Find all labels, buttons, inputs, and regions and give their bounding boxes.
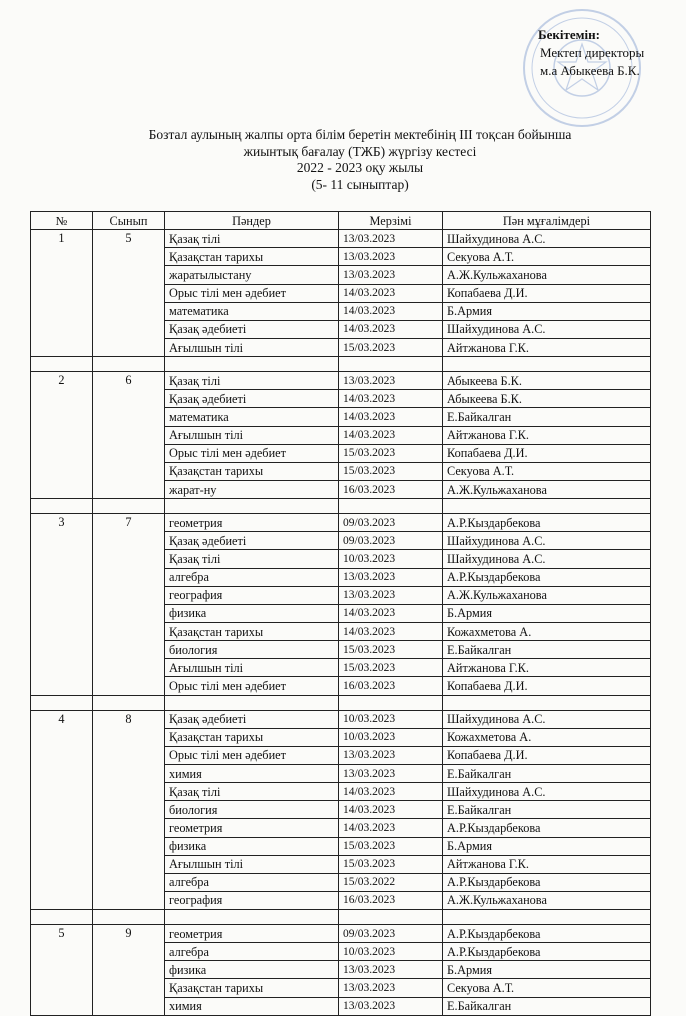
date-cell: 13/03.2023 <box>339 372 443 390</box>
teacher-cell: Шайхудинова А.С. <box>443 230 651 248</box>
date-cell: 15/03.2023 <box>339 444 443 462</box>
grade-cell: 8 <box>93 710 165 910</box>
date-cell: 15/03.2023 <box>339 462 443 480</box>
teacher-cell: А.Ж.Кульжаханова <box>443 266 651 284</box>
teacher-cell: А.Ж.Кульжаханова <box>443 480 651 498</box>
subject-cell: биология <box>165 801 339 819</box>
date-cell: 16/03.2023 <box>339 480 443 498</box>
subject-cell: Қазақстан тарихы <box>165 728 339 746</box>
header-date: Мерзімі <box>339 212 443 230</box>
date-cell: 14/03.2023 <box>339 622 443 640</box>
teacher-cell: Секуова А.Т. <box>443 979 651 997</box>
subject-cell: Қазақ тілі <box>165 230 339 248</box>
teacher-cell: Е.Байкалган <box>443 641 651 659</box>
teacher-cell: Е.Байкалган <box>443 764 651 782</box>
subject-cell: химия <box>165 764 339 782</box>
date-cell: 10/03.2023 <box>339 943 443 961</box>
date-cell: 09/03.2023 <box>339 514 443 532</box>
date-cell: 10/03.2023 <box>339 550 443 568</box>
teacher-cell: Шайхудинова А.С. <box>443 710 651 728</box>
subject-cell: жаратылыстану <box>165 266 339 284</box>
row-number: 1 <box>31 230 93 357</box>
subject-cell: география <box>165 586 339 604</box>
date-cell: 15/03.2023 <box>339 641 443 659</box>
subject-cell: алгебра <box>165 943 339 961</box>
date-cell: 14/03.2023 <box>339 604 443 622</box>
subject-cell: Қазақ тілі <box>165 783 339 801</box>
teacher-cell: Е.Байкалган <box>443 408 651 426</box>
empty-cell <box>443 357 651 372</box>
subject-cell: математика <box>165 302 339 320</box>
date-cell: 16/03.2023 <box>339 891 443 909</box>
separator-row <box>31 499 651 514</box>
teacher-cell: Копабаева Д.И. <box>443 284 651 302</box>
date-cell: 14/03.2023 <box>339 390 443 408</box>
date-cell: 14/03.2023 <box>339 819 443 837</box>
subject-cell: математика <box>165 408 339 426</box>
empty-cell <box>93 499 165 514</box>
table-row <box>31 925 651 943</box>
subject-cell: геометрия <box>165 819 339 837</box>
table-row <box>31 230 651 248</box>
empty-cell <box>165 357 339 372</box>
header-row <box>31 212 651 230</box>
subject-cell: Орыс тілі мен әдебиет <box>165 746 339 764</box>
teacher-cell: Копабаева Д.И. <box>443 677 651 695</box>
subject-cell: Орыс тілі мен әдебиет <box>165 677 339 695</box>
teacher-cell: Айтжанова Г.К. <box>443 855 651 873</box>
subject-cell: физика <box>165 961 339 979</box>
teacher-cell: А.Р.Кыздарбекова <box>443 943 651 961</box>
date-cell: 14/03.2023 <box>339 284 443 302</box>
empty-cell <box>93 357 165 372</box>
teacher-cell: Кожахметова А. <box>443 728 651 746</box>
row-number: 2 <box>31 372 93 499</box>
teacher-cell: Копабаева Д.И. <box>443 444 651 462</box>
empty-cell <box>165 499 339 514</box>
teacher-cell: Айтжанова Г.К. <box>443 338 651 356</box>
teacher-cell: Айтжанова Г.К. <box>443 659 651 677</box>
subject-cell: физика <box>165 604 339 622</box>
document-title <box>110 127 610 193</box>
teacher-cell: Абыкеева Б.К. <box>443 390 651 408</box>
teacher-cell: Абыкеева Б.К. <box>443 372 651 390</box>
teacher-cell: А.Р.Кыздарбекова <box>443 873 651 891</box>
subject-cell: Ағылшын тілі <box>165 659 339 677</box>
date-cell: 14/03.2023 <box>339 426 443 444</box>
empty-cell <box>31 357 93 372</box>
header-subjects: Пәндер <box>165 212 339 230</box>
teacher-cell: Кожахметова А. <box>443 622 651 640</box>
teacher-cell: Шайхудинова А.С. <box>443 550 651 568</box>
teacher-cell: А.Р.Кыздарбекова <box>443 568 651 586</box>
teacher-cell: Айтжанова Г.К. <box>443 426 651 444</box>
teacher-cell: Б.Армия <box>443 604 651 622</box>
date-cell: 15/03.2023 <box>339 855 443 873</box>
subject-cell: Орыс тілі мен әдебиет <box>165 284 339 302</box>
date-cell: 09/03.2023 <box>339 532 443 550</box>
teacher-cell: А.Ж.Кульжаханова <box>443 891 651 909</box>
date-cell: 14/03.2023 <box>339 783 443 801</box>
date-cell: 13/03.2023 <box>339 586 443 604</box>
teacher-cell: А.Ж.Кульжаханова <box>443 586 651 604</box>
row-number: 4 <box>31 710 93 910</box>
title-line: (5- 11 сыныптар) <box>311 176 409 192</box>
date-cell: 13/03.2023 <box>339 568 443 586</box>
date-cell: 13/03.2023 <box>339 230 443 248</box>
table-row <box>31 372 651 390</box>
teacher-cell: Секуова А.Т. <box>443 462 651 480</box>
subject-cell: география <box>165 891 339 909</box>
empty-cell <box>31 695 93 710</box>
empty-cell <box>165 910 339 925</box>
empty-cell <box>165 695 339 710</box>
approval-line: Бекітемін: <box>538 27 600 42</box>
grade-cell: 6 <box>93 372 165 499</box>
empty-cell <box>339 910 443 925</box>
teacher-cell: А.Р.Кыздарбекова <box>443 514 651 532</box>
subject-cell: Қазақстан тарихы <box>165 979 339 997</box>
date-cell: 15/03.2023 <box>339 659 443 677</box>
date-cell: 14/03.2023 <box>339 408 443 426</box>
teacher-cell: Б.Армия <box>443 837 651 855</box>
header-grade: Сынып <box>93 212 165 230</box>
teacher-cell: А.Р.Кыздарбекова <box>443 819 651 837</box>
separator-row <box>31 910 651 925</box>
empty-cell <box>339 499 443 514</box>
subject-cell: алгебра <box>165 568 339 586</box>
date-cell: 16/03.2023 <box>339 677 443 695</box>
subject-cell: Ағылшын тілі <box>165 338 339 356</box>
empty-cell <box>31 499 93 514</box>
teacher-cell: Копабаева Д.И. <box>443 746 651 764</box>
header-no: № <box>31 212 93 230</box>
empty-cell <box>443 499 651 514</box>
header-teachers: Пән мұғалімдері <box>443 212 651 230</box>
date-cell: 13/03.2023 <box>339 746 443 764</box>
grade-cell: 5 <box>93 230 165 357</box>
empty-cell <box>443 695 651 710</box>
date-cell: 13/03.2023 <box>339 997 443 1015</box>
date-cell: 14/03.2023 <box>339 320 443 338</box>
subject-cell: Қазақстан тарихы <box>165 622 339 640</box>
date-cell: 13/03.2023 <box>339 266 443 284</box>
teacher-cell: Шайхудинова А.С. <box>443 320 651 338</box>
teacher-cell: Шайхудинова А.С. <box>443 783 651 801</box>
subject-cell: Ағылшын тілі <box>165 426 339 444</box>
table-row <box>31 710 651 728</box>
teacher-cell: Е.Байкалган <box>443 997 651 1015</box>
title-line: 2022 - 2023 оқу жылы <box>296 160 424 175</box>
subject-cell: физика <box>165 837 339 855</box>
approval-line: Мектеп директоры <box>540 45 645 60</box>
date-cell: 13/03.2023 <box>339 961 443 979</box>
subject-cell: Қазақстан тарихы <box>165 462 339 480</box>
date-cell: 13/03.2023 <box>339 979 443 997</box>
title-line: Бозтал аулының жалпы орта білім беретін мектебінің ІІІ тоқсан бойынша <box>148 127 572 142</box>
date-cell: 09/03.2023 <box>339 925 443 943</box>
subject-cell: биология <box>165 641 339 659</box>
subject-cell: Қазақ әдебиеті <box>165 320 339 338</box>
separator-row <box>31 695 651 710</box>
grade-cell: 7 <box>93 514 165 695</box>
date-cell: 15/03.2023 <box>339 837 443 855</box>
schedule-body <box>31 230 651 1016</box>
date-cell: 13/03.2023 <box>339 248 443 266</box>
date-cell: 13/03.2023 <box>339 764 443 782</box>
empty-cell <box>93 910 165 925</box>
row-number: 5 <box>31 925 93 1016</box>
subject-cell: Орыс тілі мен әдебиет <box>165 444 339 462</box>
empty-cell <box>443 910 651 925</box>
subject-cell: алгебра <box>165 873 339 891</box>
empty-cell <box>339 357 443 372</box>
teacher-cell: Б.Армия <box>443 961 651 979</box>
empty-cell <box>93 695 165 710</box>
table-row <box>31 514 651 532</box>
subject-cell: химия <box>165 997 339 1015</box>
subject-cell: Қазақ тілі <box>165 372 339 390</box>
teacher-cell: Шайхудинова А.С. <box>443 532 651 550</box>
date-cell: 14/03.2023 <box>339 801 443 819</box>
teacher-cell: А.Р.Кыздарбекова <box>443 925 651 943</box>
date-cell: 10/03.2023 <box>339 728 443 746</box>
subject-cell: Қазақ әдебиеті <box>165 710 339 728</box>
grade-cell: 9 <box>93 925 165 1016</box>
separator-row <box>31 357 651 372</box>
empty-cell <box>31 910 93 925</box>
date-cell: 15/03.2022 <box>339 873 443 891</box>
row-number: 3 <box>31 514 93 695</box>
subject-cell: Қазақ тілі <box>165 550 339 568</box>
subject-cell: жарат-ну <box>165 480 339 498</box>
date-cell: 15/03.2023 <box>339 338 443 356</box>
subject-cell: Қазақстан тарихы <box>165 248 339 266</box>
teacher-cell: Секуова А.Т. <box>443 248 651 266</box>
subject-cell: Ағылшын тілі <box>165 855 339 873</box>
subject-cell: Қазақ әдебиеті <box>165 390 339 408</box>
title-line: жиынтық бағалау (ТЖБ) жүргізу кестесі <box>243 143 477 159</box>
approval-block <box>538 26 678 80</box>
empty-cell <box>339 695 443 710</box>
teacher-cell: Б.Армия <box>443 302 651 320</box>
date-cell: 14/03.2023 <box>339 302 443 320</box>
subject-cell: геометрия <box>165 514 339 532</box>
teacher-cell: Е.Байкалган <box>443 801 651 819</box>
subject-cell: Қазақ әдебиеті <box>165 532 339 550</box>
date-cell: 10/03.2023 <box>339 710 443 728</box>
approval-line: м.а Абыкеева Б.К. <box>540 63 640 78</box>
subject-cell: геометрия <box>165 925 339 943</box>
schedule-table <box>30 211 651 1016</box>
